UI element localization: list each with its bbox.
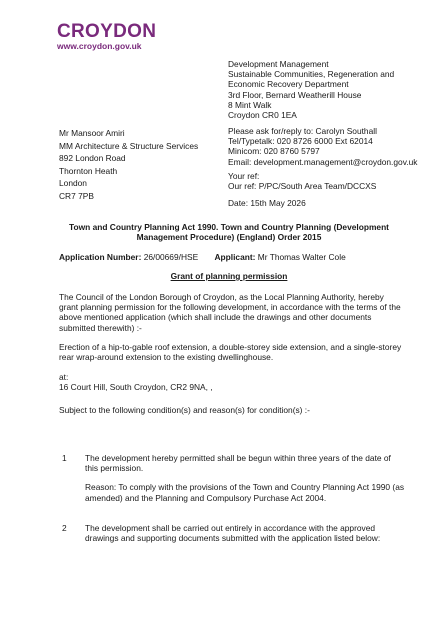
contact-line: Minicom: 020 8760 5797 bbox=[228, 146, 320, 157]
act-title: Town and Country Planning Act 1990. Town and Country Planning (Development Management Procedure) (England) Order 2015 bbox=[69, 222, 389, 243]
contact-email[interactable]: Email: development.management@croydon.gov.uk bbox=[228, 156, 418, 167]
application-number-label: Application Number: bbox=[59, 252, 142, 262]
condition-item bbox=[59, 523, 409, 543]
application-number: 26/00669/HSE bbox=[143, 252, 199, 262]
department-line: Development Management bbox=[228, 59, 329, 69]
letter-date: Date: 15th May 2026 bbox=[228, 198, 306, 208]
recipient-line: MM Architecture & Structure Services bbox=[59, 140, 199, 151]
condition-text: The development hereby permitted shall be begun within three years of the date of this permission. bbox=[85, 453, 391, 474]
department-line: Sustainable Communities, Regeneration and bbox=[228, 69, 395, 80]
at-label: at: bbox=[59, 372, 69, 382]
croydon-logo bbox=[57, 22, 156, 52]
condition-number: 1 bbox=[62, 453, 67, 463]
applicant-name: Mr Thomas Walter Cole bbox=[257, 252, 346, 262]
application-line bbox=[59, 252, 399, 262]
recipient-line: London bbox=[59, 178, 87, 189]
references bbox=[228, 171, 433, 191]
logo-url[interactable]: www.croydon.gov.uk bbox=[57, 41, 142, 51]
recipient-line: Mr Mansoor Amiri bbox=[59, 128, 125, 138]
recipient-line: 892 London Road bbox=[59, 153, 126, 164]
applicant-label: Applicant: bbox=[214, 252, 256, 262]
contact-line: Please ask for/reply to: Carolyn Southall bbox=[228, 126, 377, 136]
condition-text: The development shall be carried out entirely in accordance with the approved drawings and supporting documents submitted with the application listed below: bbox=[85, 523, 381, 544]
recipient-line: Thornton Heath bbox=[59, 165, 118, 176]
department-line: Economic Recovery Department bbox=[228, 79, 349, 90]
site-address: 16 Court Hill, South Croydon, CR2 9NA, , bbox=[59, 382, 213, 393]
condition-item bbox=[59, 453, 409, 503]
department-line: 8 Mint Walk bbox=[228, 99, 272, 110]
department-line: 3rd Floor, Bernard Weatherill House bbox=[228, 89, 362, 100]
logo-name: CROYDON bbox=[57, 21, 157, 42]
condition-reason: Reason: To comply with the provisions of the Town and Country Planning Act 1990 (as amended) and the Planning and Compulsory Purchase Act 2004. bbox=[85, 482, 405, 503]
subject-paragraph: Subject to the following condition(s) and reason(s) for condition(s) :- bbox=[59, 405, 310, 415]
recipient-line: CR7 7PB bbox=[59, 190, 94, 201]
contact-line: Tel/Typetalk: 020 8726 6000 Ext 62014 bbox=[228, 136, 373, 147]
grant-heading: Grant of planning permission bbox=[170, 271, 288, 281]
contact-details bbox=[228, 126, 433, 167]
department-line: Croydon CR0 1EA bbox=[228, 110, 297, 121]
proposal-paragraph: Erection of a hip-to-gable roof extension, a double-storey side extension, and a single-storey rear wrap-around extension to the existing dwellinghouse. bbox=[59, 342, 402, 363]
our-ref: Our ref: P/PC/South Area Team/DCCXS bbox=[228, 181, 377, 192]
condition-number: 2 bbox=[62, 523, 67, 533]
recipient-address bbox=[59, 127, 198, 203]
site-paragraph bbox=[59, 372, 404, 392]
intro-paragraph: The Council of the London Borough of Croydon, as the Local Planning Authority, hereby grant planning permission for the following development, in accordance with the terms of the above mentioned application (which shall include the drawings and other documents submitted therewith) :- bbox=[59, 292, 401, 333]
department-address bbox=[228, 59, 433, 120]
your-ref: Your ref: bbox=[228, 171, 260, 181]
